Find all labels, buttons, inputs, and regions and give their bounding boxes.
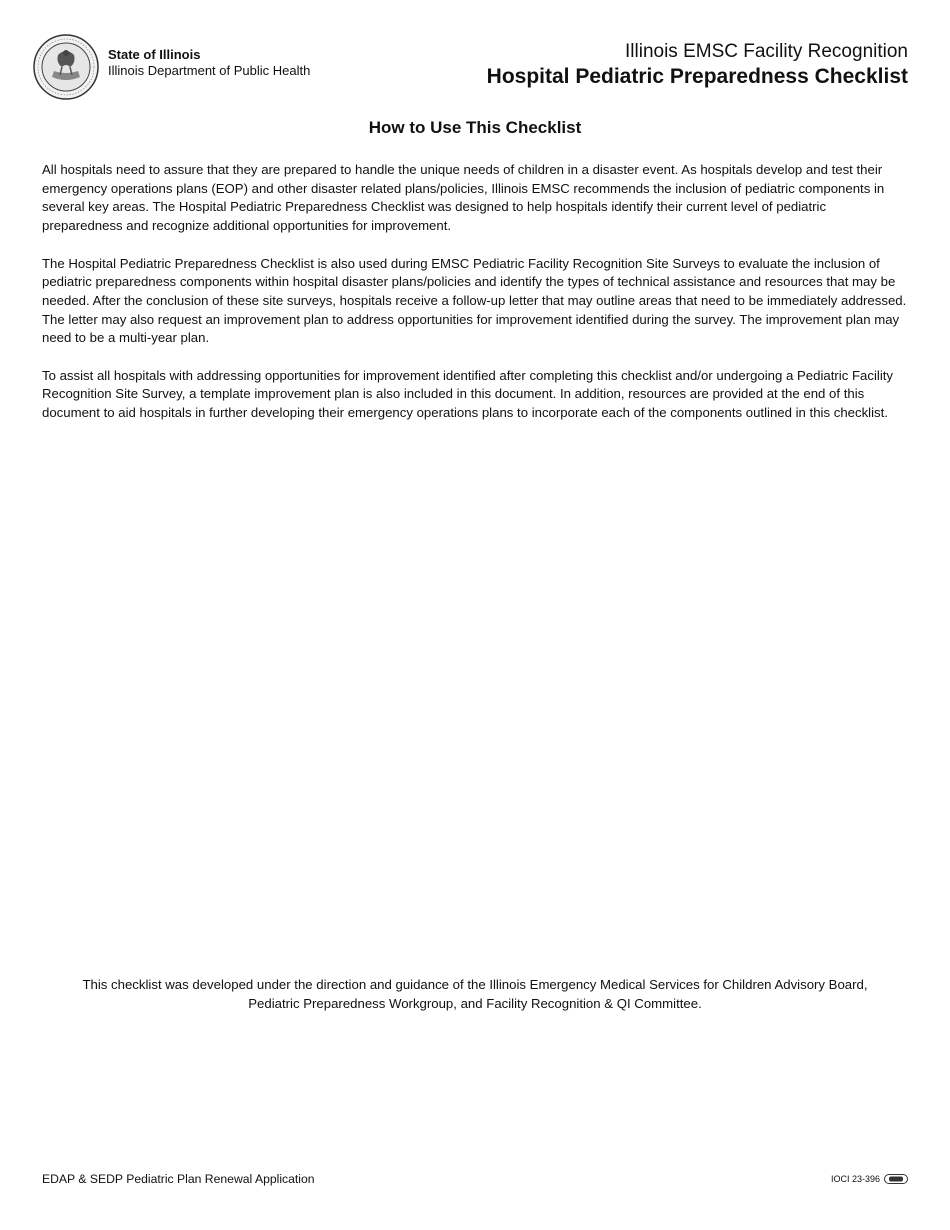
- printer-union-bug-icon: [884, 1174, 908, 1184]
- document-title: Hospital Pediatric Preparedness Checklist: [486, 65, 908, 88]
- section-heading: How to Use This Checklist: [368, 118, 582, 137]
- credit-line: Pediatric Preparedness Workgroup, and Facility Recognition & QI Committee.: [248, 996, 702, 1011]
- development-credit: [40, 975, 910, 1013]
- paragraph: The Hospital Pediatric Preparedness Checklist is also used during EMSC Pediatric Facility Recognition Site Surveys to evaluate the inclusion of pediatric preparedness components within hospital disaster plans/policies and identify the types of technical assistance and resources that may be needed. After the conclusion of these site surveys, hospitals receive a follow-up letter that may outline areas that need to be immediately addressed. The letter may also request an improvement plan to address opportunities for improvement identified during the survey. The improvement plan may need to be a multi-year plan.: [42, 255, 907, 346]
- department-name: Illinois Department of Public Health: [108, 63, 311, 78]
- footer-application-name: EDAP & SEDP Pediatric Plan Renewal Application: [42, 1172, 315, 1186]
- paragraph: All hospitals need to assure that they are prepared to handle the unique needs of children in a disaster event. As hospitals develop and test their emergency operations plans (EOP) and other disaster related plans/policies, Illinois EMSC recommends the inclusion of pediatric components in several key areas. The Hospital Pediatric Preparedness Checklist was designed to help hospitals identify their current level of pediatric preparedness and recognize additional opportunities for improvement.: [42, 162, 885, 234]
- agency-logo-block: [32, 33, 332, 103]
- form-code: IOCI 23-396: [830, 1174, 880, 1184]
- page-header: [0, 0, 950, 110]
- paragraph: To assist all hospitals with addressing opportunities for improvement identified after completing this checklist and/or undergoing a Pediatric Facility Recognition Site Survey, a template improvement plan is also included in this document. In addition, resources are provided at the end of this document to aid hospitals in further developing their emergency operations plans to incorporate each of the components outlined in this checklist.: [42, 367, 894, 421]
- title-block: [388, 40, 908, 90]
- footer-code-block: [831, 1172, 908, 1186]
- credit-line: This checklist was developed under the direction and guidance of the Illinois Emergency Medical Services for Children Advisory Board,: [82, 977, 868, 992]
- agency-name: [108, 47, 338, 79]
- program-name: Illinois EMSC Facility Recognition: [625, 41, 908, 62]
- illinois-state-seal-icon: [32, 33, 100, 101]
- state-name: State of Illinois: [108, 47, 201, 62]
- instructions-body: [42, 161, 908, 442]
